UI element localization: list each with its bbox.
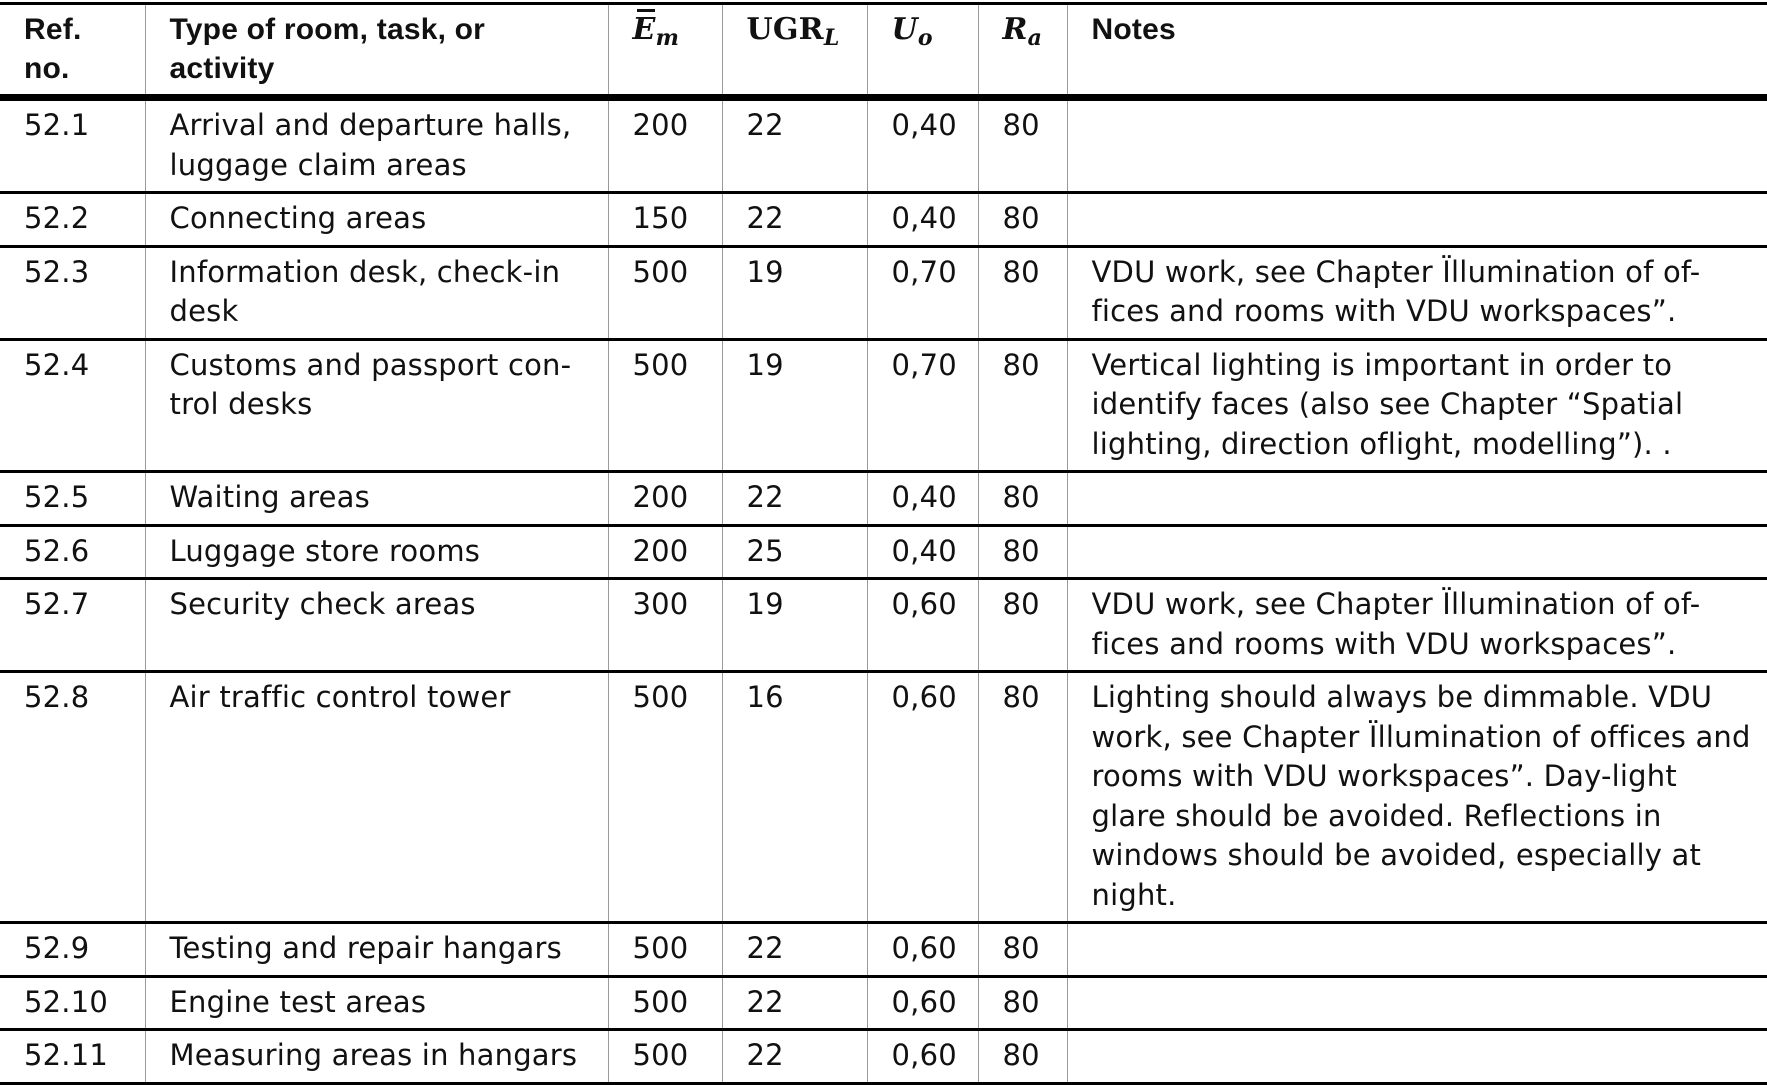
uo-cell: 0,40 (867, 98, 978, 193)
ugr-cell: 19 (722, 339, 867, 472)
ra-symbol: R (1002, 12, 1028, 47)
notes-cell (1067, 976, 1767, 1030)
ugr-cell: 19 (722, 579, 867, 672)
uo-cell: 0,40 (867, 193, 978, 247)
notes-cell: Vertical lighting is important in order to identify faces (also see Chapter “Spatial lighting, direction oflight, modelling”). . (1067, 339, 1767, 472)
ref-cell: 52.8 (0, 672, 145, 923)
table-row (0, 1030, 1767, 1084)
ugr-cell: 22 (722, 976, 867, 1030)
uo-cell: 0,40 (867, 472, 978, 526)
ugr-cell: 25 (722, 525, 867, 579)
header-uo (867, 4, 978, 98)
type-cell: Connecting areas (145, 193, 608, 247)
em-cell: 500 (608, 923, 722, 977)
header-ugr (722, 4, 867, 98)
ref-cell: 52.1 (0, 98, 145, 193)
ugr-cell: 22 (722, 98, 867, 193)
ref-cell: 52.3 (0, 246, 145, 339)
em-cell: 150 (608, 193, 722, 247)
em-cell: 200 (608, 525, 722, 579)
notes-cell (1067, 98, 1767, 193)
ra-cell: 80 (978, 193, 1067, 247)
notes-cell (1067, 1030, 1767, 1084)
ref-cell: 52.7 (0, 579, 145, 672)
ref-cell: 52.5 (0, 472, 145, 526)
header-row (0, 4, 1767, 98)
notes-cell (1067, 923, 1767, 977)
uo-cell: 0,60 (867, 1030, 978, 1084)
ra-subscript: a (1027, 25, 1043, 51)
ref-cell: 52.4 (0, 339, 145, 472)
table-row (0, 579, 1767, 672)
notes-cell: VDU work, see Chapter Ïllumination of of-fices and rooms with VDU workspaces”. (1067, 579, 1767, 672)
header-ref-no: Ref. no. (0, 4, 145, 98)
ra-cell: 80 (978, 98, 1067, 193)
table-row (0, 525, 1767, 579)
ugr-cell: 16 (722, 672, 867, 923)
ref-cell: 52.10 (0, 976, 145, 1030)
type-cell: Arrival and departure halls, luggage claim areas (145, 98, 608, 193)
notes-cell (1067, 193, 1767, 247)
table-row (0, 976, 1767, 1030)
lighting-requirements-table (0, 2, 1767, 1085)
ref-cell: 52.6 (0, 525, 145, 579)
uo-cell: 0,70 (867, 246, 978, 339)
em-cell: 300 (608, 579, 722, 672)
ugr-cell: 22 (722, 193, 867, 247)
uo-subscript: o (917, 25, 933, 51)
em-cell: 500 (608, 246, 722, 339)
ref-cell: 52.9 (0, 923, 145, 977)
uo-cell: 0,60 (867, 579, 978, 672)
notes-cell: VDU work, see Chapter Ïllumination of of-fices and rooms with VDU workspaces”. (1067, 246, 1767, 339)
em-cell: 200 (608, 98, 722, 193)
header-type-of-room: Type of room, task, or activity (145, 4, 608, 98)
ugr-cell: 22 (722, 472, 867, 526)
table-row (0, 339, 1767, 472)
type-cell: Measuring areas in hangars (145, 1030, 608, 1084)
uo-cell: 0,60 (867, 672, 978, 923)
ra-cell: 80 (978, 472, 1067, 526)
em-cell: 500 (608, 976, 722, 1030)
em-cell: 500 (608, 672, 722, 923)
table-body (0, 98, 1767, 1084)
ra-cell: 80 (978, 923, 1067, 977)
ref-cell: 52.11 (0, 1030, 145, 1084)
table-row (0, 923, 1767, 977)
notes-cell: Lighting should always be dimmable. VDU work, see Chapter Ïllumination of offices and rooms with VDU workspaces”. Day-light glare should be avoided. Reflections in windows should be avoided, especially at night. (1067, 672, 1767, 923)
type-cell: Luggage store rooms (145, 525, 608, 579)
em-cell: 500 (608, 1030, 722, 1084)
ra-cell: 80 (978, 579, 1067, 672)
ugr-cell: 22 (722, 1030, 867, 1084)
uo-cell: 0,60 (867, 923, 978, 977)
table-header (0, 4, 1767, 98)
table-row (0, 98, 1767, 193)
em-cell: 500 (608, 339, 722, 472)
ref-cell: 52.2 (0, 193, 145, 247)
type-cell: Air traffic control tower (145, 672, 608, 923)
uo-cell: 0,40 (867, 525, 978, 579)
uo-cell: 0,60 (867, 976, 978, 1030)
type-cell: Information desk, check-in desk (145, 246, 608, 339)
notes-cell (1067, 472, 1767, 526)
table-row (0, 193, 1767, 247)
em-cell: 200 (608, 472, 722, 526)
em-symbol: E (632, 12, 656, 47)
header-em (608, 4, 722, 98)
ra-cell: 80 (978, 525, 1067, 579)
ugr-cell: 19 (722, 246, 867, 339)
em-subscript: m (655, 25, 680, 51)
table-row (0, 672, 1767, 923)
table-row (0, 246, 1767, 339)
table-row (0, 472, 1767, 526)
header-notes: Notes (1067, 4, 1767, 98)
type-cell: Engine test areas (145, 976, 608, 1030)
notes-cell (1067, 525, 1767, 579)
ra-cell: 80 (978, 672, 1067, 923)
type-cell: Waiting areas (145, 472, 608, 526)
ra-cell: 80 (978, 976, 1067, 1030)
ra-cell: 80 (978, 339, 1067, 472)
ugr-subscript: L (823, 25, 840, 51)
header-ra (978, 4, 1067, 98)
uo-symbol: U (891, 12, 918, 47)
ra-cell: 80 (978, 1030, 1067, 1084)
ugr-cell: 22 (722, 923, 867, 977)
uo-cell: 0,70 (867, 339, 978, 472)
type-cell: Customs and passport con-trol desks (145, 339, 608, 472)
type-cell: Testing and repair hangars (145, 923, 608, 977)
type-cell: Security check areas (145, 579, 608, 672)
ugr-symbol: UGR (746, 12, 824, 47)
ra-cell: 80 (978, 246, 1067, 339)
